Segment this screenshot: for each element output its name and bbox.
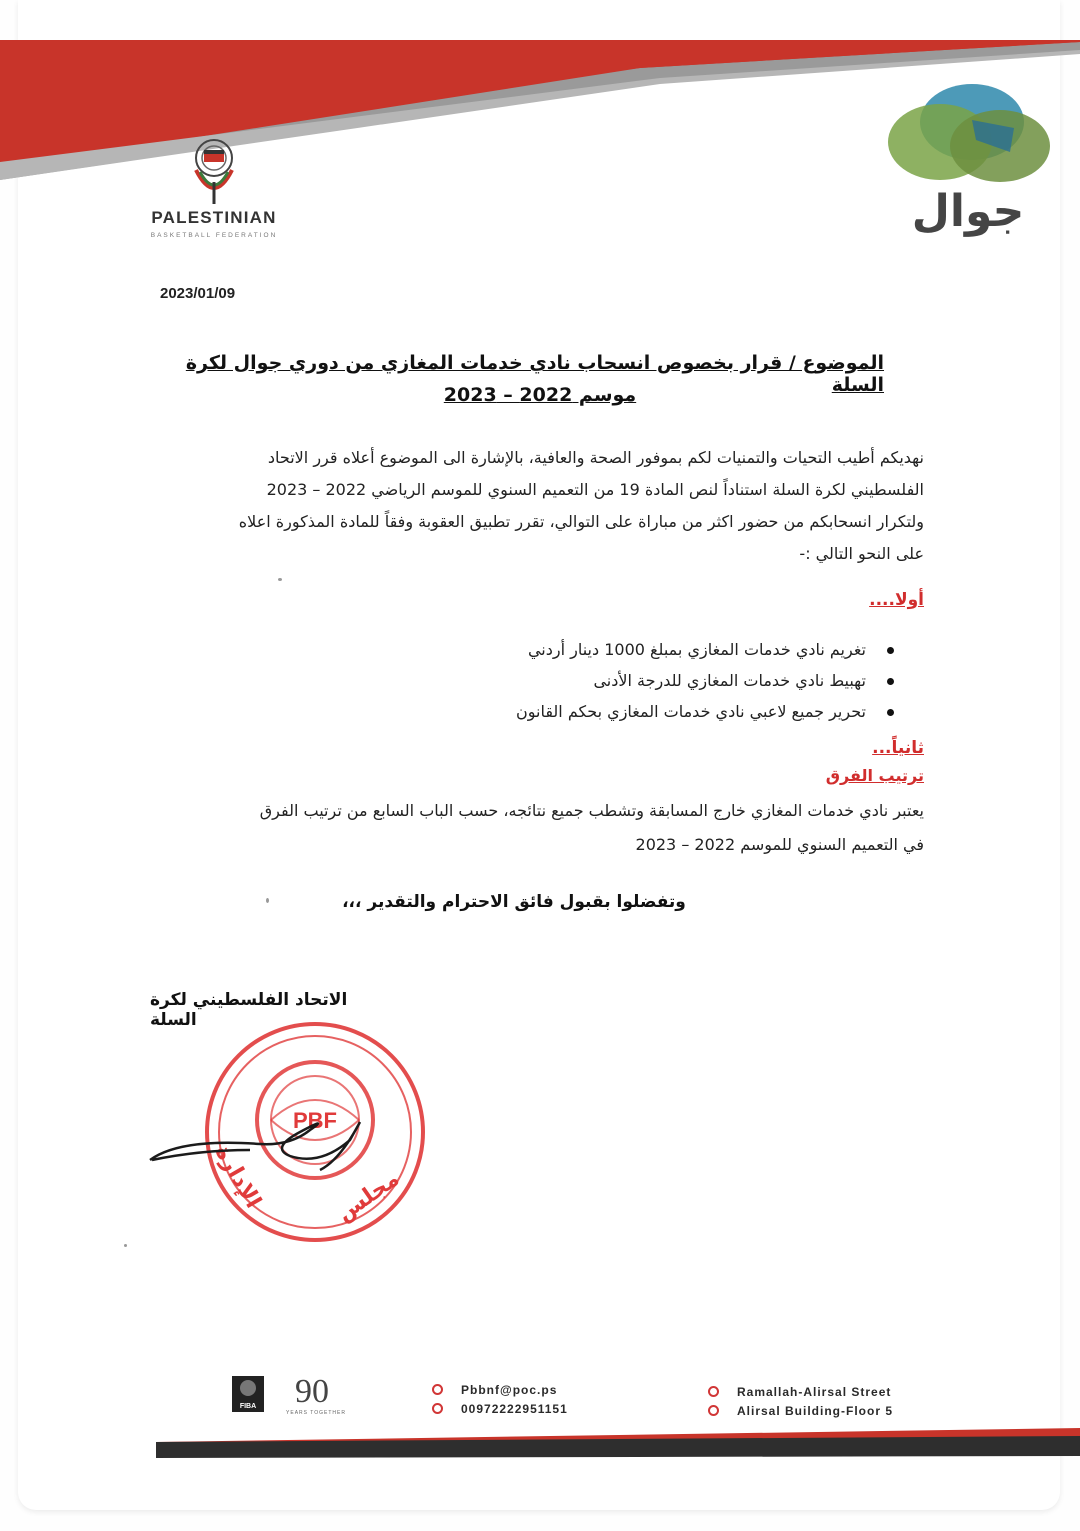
second-heading: ثانياً... bbox=[872, 738, 924, 758]
bullet-icon bbox=[887, 709, 894, 716]
contact-info bbox=[432, 1382, 568, 1420]
email-icon bbox=[432, 1384, 443, 1395]
info-icon bbox=[708, 1405, 719, 1416]
ranking-line: في التعميم السنوي للموسم 2022 – 2023 bbox=[635, 835, 924, 854]
official-stamp bbox=[140, 1020, 430, 1250]
penalty-text: تهبيط نادي خدمات المغازي للدرجة الأدنى bbox=[593, 671, 866, 690]
whatsapp-icon bbox=[432, 1403, 443, 1414]
signatory: الاتحاد الفلسطيني لكرة السلة bbox=[150, 990, 348, 1030]
stamp-left-text: الإدارة bbox=[209, 1140, 266, 1213]
body-paragraph bbox=[154, 442, 924, 570]
subject-line: الموضوع / قرار بخصوص انسحاب نادي خدمات المغازي من دوري جوال لكرة السلة bbox=[185, 352, 884, 396]
bottom-decorative-band bbox=[0, 1428, 1080, 1468]
address-line-2: Alirsal Building-Floor 5 bbox=[737, 1403, 894, 1418]
subject-season: موسم 2022 – 2023 bbox=[443, 384, 637, 406]
closing-line: وتفضلوا بقبول فائق الاحترام والتقدير ،،، bbox=[342, 892, 686, 912]
ranking-heading: ترتيب الفرق bbox=[825, 766, 924, 785]
first-heading: أولا.... bbox=[869, 590, 924, 610]
list-item bbox=[334, 634, 894, 665]
body-line: نهديكم أطيب التحيات والتمنيات لكم بموفور الصحة والعافية، بالإشارة الى الموضوع أعلاه قرر الاتحاد bbox=[267, 448, 924, 467]
bullet-icon bbox=[887, 647, 894, 654]
stamp-center-text: PBF bbox=[293, 1108, 337, 1133]
body-line: على النحو التالي :- bbox=[799, 544, 924, 563]
email-address[interactable]: Pbbnf@poc.ps bbox=[461, 1382, 558, 1397]
scan-speck bbox=[278, 578, 282, 581]
scan-speck bbox=[266, 898, 269, 903]
ranking-line: يعتبر نادي خدمات المغازي خارج المسابقة وتشطب جميع نتائجه، حسب الباب السابع من ترتيب الفرق bbox=[259, 801, 924, 820]
anniversary-subtitle: YEARS TOGETHER bbox=[286, 1410, 346, 1416]
location-icon bbox=[708, 1386, 719, 1397]
bullet-icon bbox=[887, 678, 894, 685]
ranking-paragraph bbox=[154, 794, 924, 862]
body-line: الفلسطيني لكرة السلة استناداً لنص المادة 19 من التعميم السنوي للموسم الرياضي 2022 – 2023 bbox=[266, 480, 924, 499]
letter-date: 2023/01/09 bbox=[160, 285, 236, 302]
phone-number[interactable]: 00972222951151 bbox=[461, 1401, 568, 1416]
address-line-1: Ramallah-Alirsal Street bbox=[737, 1384, 892, 1399]
penalty-text: تحرير جميع لاعبي نادي خدمات المغازي بحكم القانون bbox=[515, 702, 866, 721]
address-info bbox=[708, 1384, 893, 1422]
penalty-text: تغريم نادي خدمات المغازي بمبلغ 1000 دينار أردني bbox=[527, 640, 866, 659]
sponsor-wordmark: جوال bbox=[911, 186, 1025, 237]
stamp-bottom-text: مجلس bbox=[332, 1166, 404, 1227]
fiba-text: FIBA bbox=[239, 1403, 257, 1410]
scan-speck bbox=[124, 1244, 127, 1247]
fiba-90-logo bbox=[228, 1370, 368, 1418]
penalty-list bbox=[334, 634, 894, 727]
list-item bbox=[334, 665, 894, 696]
list-item bbox=[334, 696, 894, 727]
anniversary-number: 90 bbox=[295, 1373, 329, 1410]
federation-subtitle: BASKETBALL FEDERATION bbox=[150, 232, 278, 239]
federation-emblem-icon bbox=[186, 136, 242, 206]
body-line: ولتكرار انسحابكم من حضور اكثر من مباراة على التوالي، تقرر تطبيق العقوبة وفقاً للمادة المذكورة اعلاه bbox=[238, 512, 924, 531]
federation-name: PALESTINIAN bbox=[151, 208, 277, 227]
